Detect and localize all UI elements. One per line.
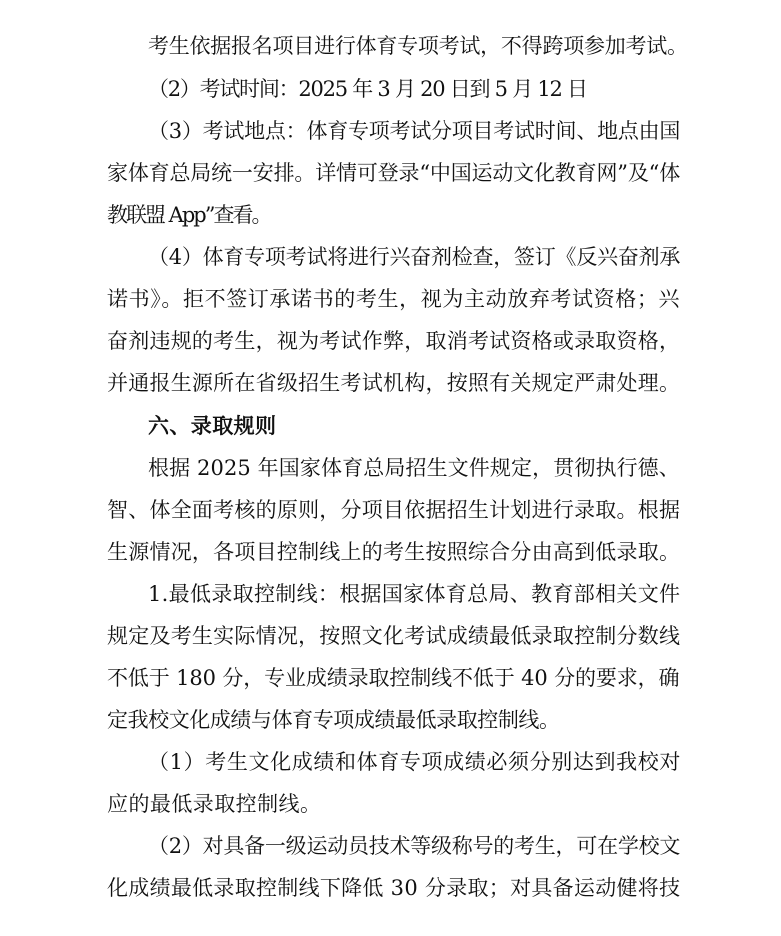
text-line: 并通报生源所在省级招生考试机构，按照有关规定严肃处理。	[107, 371, 681, 395]
text-line: 奋剂违规的考生，视为考试作弊，取消考试资格或录取资格，	[107, 329, 681, 353]
text-line: 诺书》。拒不签订承诺书的考生，视为主动放弃考试资格；兴	[107, 287, 681, 311]
text-line: 化成绩最低录取控制线下降低 30 分录取；对具备运动健将技	[107, 876, 681, 900]
text-line: 考生依据报名项目进行体育专项考试，不得跨项参加考试。	[148, 34, 688, 58]
text-line: （2）对具备一级运动员技术等级称号的考生，可在学校文	[148, 834, 681, 858]
text-line: 根据 2025 年国家体育总局招生文件规定，贯彻执行德、	[148, 456, 680, 480]
text-line: 智、体全面考核的原则，分项目依据招生计划进行录取。根据	[107, 498, 681, 522]
section-heading: 六、录取规则	[148, 414, 277, 438]
text-line: （2）考试时间：2025 年 3 月 20 日到 5 月 12 日	[148, 77, 587, 101]
text-line: （1）考生文化成绩和体育专项成绩必须分别达到我校对	[148, 750, 681, 774]
text-line: 家体育总局统一安排。详情可登录“中国运动文化教育网”及“体	[107, 161, 681, 185]
text-line: （4）体育专项考试将进行兴奋剂检查，签订《反兴奋剂承	[148, 245, 681, 269]
text-line: 不低于 180 分，专业成绩录取控制线不低于 40 分的要求，确	[107, 666, 680, 690]
text-line: 教联盟 App”查看。	[107, 203, 271, 227]
text-line: （3）考试地点：体育专项考试分项目考试时间、地点由国	[148, 119, 681, 143]
text-line: 应的最低录取控制线。	[107, 792, 322, 816]
text-line: 规定及考生实际情况，按照文化考试成绩最低录取控制分数线	[107, 624, 681, 648]
text-line: 1.最低录取控制线：根据国家体育总局、教育部相关文件	[148, 582, 681, 606]
text-line: 定我校文化成绩与体育专项成绩最低录取控制线。	[107, 708, 560, 732]
text-line: 生源情况，各项目控制线上的考生按照综合分由高到低录取。	[107, 540, 681, 564]
